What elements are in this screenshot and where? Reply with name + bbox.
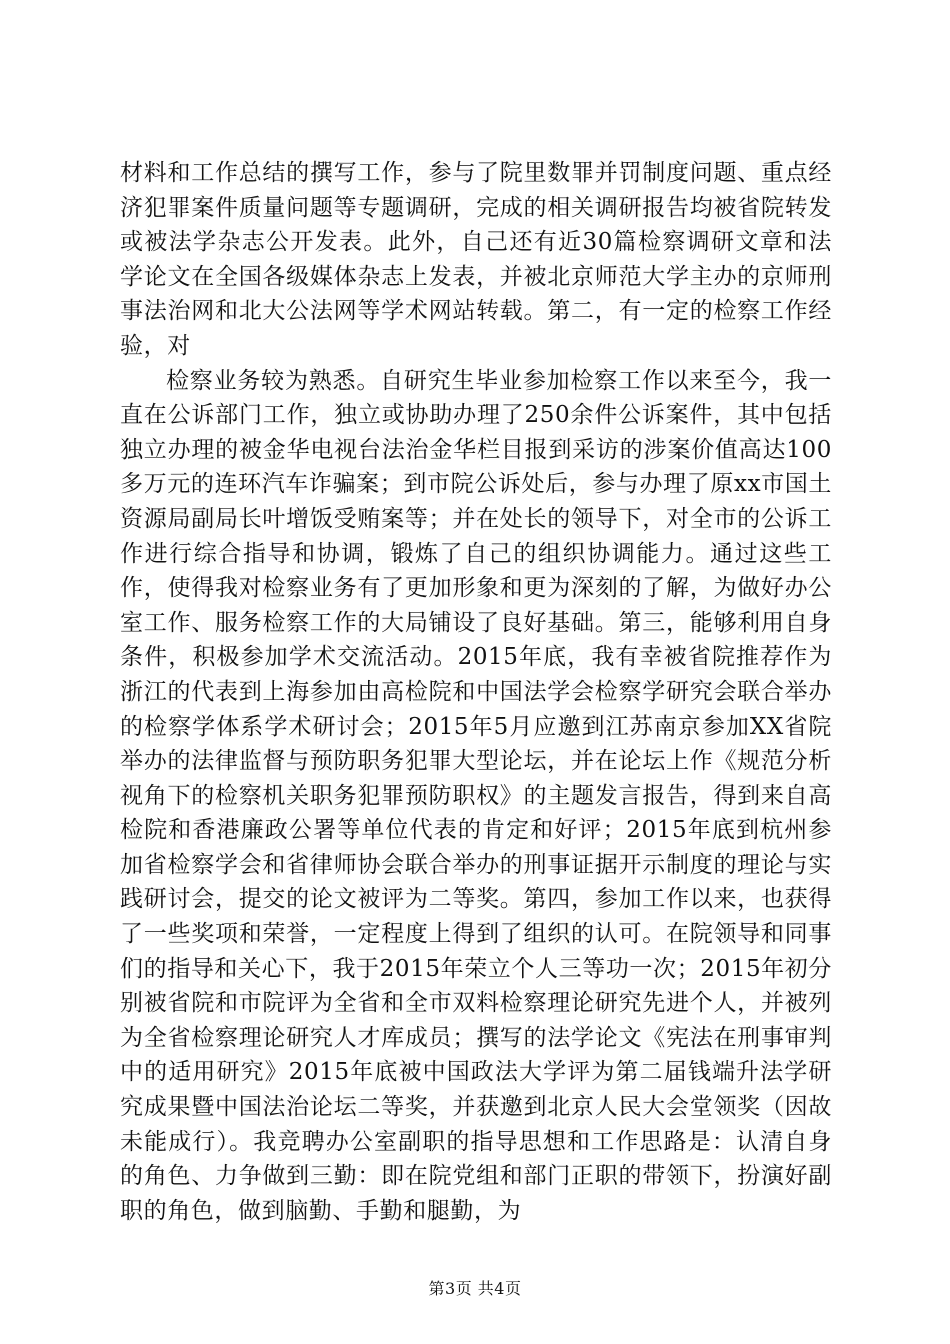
paragraph-continued: 材料和工作总结的撰写工作，参与了院里数罪并罚制度问题、重点经济犯罪案件质量问题等专题调研，完成的相关调研报告均被省院转发或被法学杂志公开发表。此外，自己还有近30篇检察调研文章和法学论文在全国各级媒体杂志上发表，并被北京师范大学主办的京师刑事法治网和北大公法网等学术网站转载。第二，有一定的检察工作经验，对 xyxy=(120,160,832,359)
body-text xyxy=(120,156,832,1228)
page-number-footer: 第3页 共4页 xyxy=(428,1279,522,1298)
paragraph-main: 检察业务较为熟悉。自研究生毕业参加检察工作以来至今，我一直在公诉部门工作，独立或协助办理了250余件公诉案件，其中包括独立办理的被金华电视台法治金华栏目报到采访的涉案价值高达100多万元的连环汽车诈骗案；到市院公诉处后，参与办理了原xx市国土资源局副局长叶增饭受贿案等；并在处长的领导下，对全市的公诉工作进行综合指导和协调，锻炼了自己的组织协调能力。通过这些工作，使得我对检察业务有了更加形象和更为深刻的了解，为做好办公室工作、服务检察工作的大局铺设了良好基础。第三，能够利用自身条件，积极参加学术交流活动。2015年底，我有幸被省院推荐作为浙江的代表到上海参加由高检院和中国法学会检察学研究会联合举办的检察学体系学术研讨会；2015年5月应邀到江苏南京参加XX省院举办的法律监督与预防职务犯罪大型论坛，并在论坛上作《规范分析视角下的检察机关职务犯罪预防职权》的主题发言报告，得到来自高检院和香港廉政公署等单位代表的肯定和好评；2015年底到杭州参加省检察学会和省律师协会联合举办的刑事证据开示制度的理论与实践研讨会，提交的论文被评为二等奖。第四，参加工作以来，也获得了一些奖项和荣誉，一定程度上得到了组织的认可。在院领导和同事们的指导和关心下，我于2015年荣立个人三等功一次；2015年初分别被省院和市院评为全省和全市双料检察理论研究先进个人，并被列为全省检察理论研究人才库成员；撰写的法学论文《宪法在刑事审判中的适用研究》2015年底被中国政法大学评为第二届钱端升法学研究成果暨中国法治论坛二等奖，并获邀到北京人民大会堂领奖（因故未能成行）。我竞聘办公室副职的指导思想和工作思路是：认清自身的角色、力争做到三勤：即在院党组和部门正职的带领下，扮演好副职的角色，做到脑勤、手勤和腿勤，为 xyxy=(120,367,832,1224)
